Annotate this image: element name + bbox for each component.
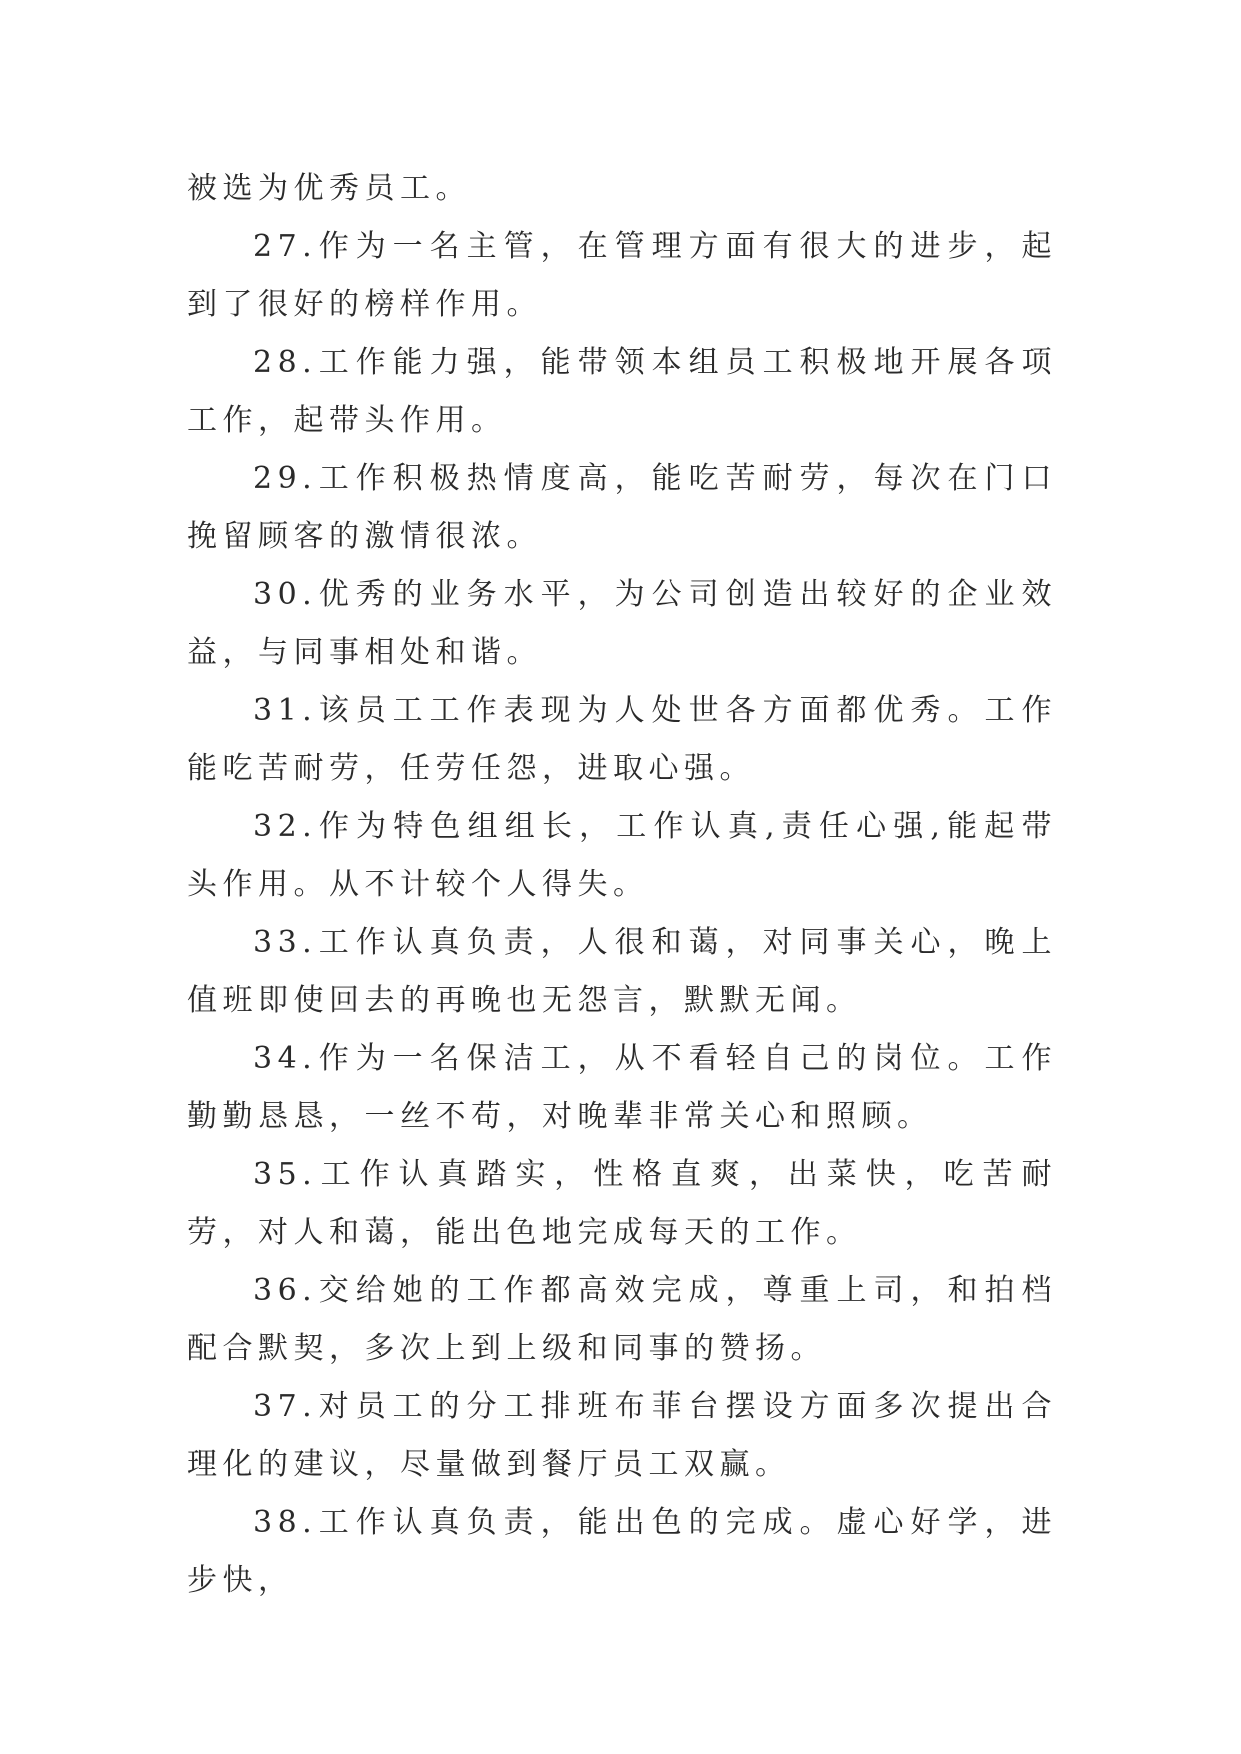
paragraph-item-37: 37.对员工的分工排班布菲台摆设方面多次提出合理化的建议，尽量做到餐厅员工双赢。 — [187, 1389, 1057, 1482]
paragraph-item-31: 31.该员工工作表现为人处世各方面都优秀。工作能吃苦耐劳，任劳任怨，进取心强。 — [187, 693, 1057, 786]
paragraph-item-30: 30.优秀的业务水平，为公司创造出较好的企业效益，与同事相处和谐。 — [187, 577, 1057, 670]
paragraph-item-35: 35.工作认真踏实，性格直爽，出菜快，吃苦耐劳，对人和蔼，能出色地完成每天的工作。 — [187, 1157, 1057, 1250]
document-body — [187, 160, 1057, 1610]
paragraph-item-28: 28.工作能力强，能带领本组员工积极地开展各项工作，起带头作用。 — [187, 345, 1057, 438]
paragraph-item-36: 36.交给她的工作都高效完成，尊重上司，和拍档配合默契，多次上到上级和同事的赞扬。 — [187, 1273, 1057, 1366]
paragraph-item-29: 29.工作积极热情度高，能吃苦耐劳，每次在门口挽留顾客的激情很浓。 — [187, 461, 1057, 554]
paragraph-item-33: 33.工作认真负责，人很和蔼，对同事关心，晚上值班即使回去的再晚也无怨言，默默无闻。 — [187, 925, 1057, 1018]
paragraph-item-38: 38.工作认真负责，能出色的完成。虚心好学，进步快， — [187, 1505, 1057, 1598]
paragraph-item-34: 34.作为一名保洁工，从不看轻自己的岗位。工作勤勤恳恳，一丝不苟，对晚辈非常关心和照顾。 — [187, 1041, 1057, 1134]
paragraph-item-27: 27.作为一名主管，在管理方面有很大的进步，起到了很好的榜样作用。 — [187, 229, 1057, 322]
paragraph-continuation: 被选为优秀员工。 — [187, 171, 471, 206]
paragraph-item-32: 32.作为特色组组长，工作认真,责任心强,能起带头作用。从不计较个人得失。 — [187, 809, 1057, 902]
